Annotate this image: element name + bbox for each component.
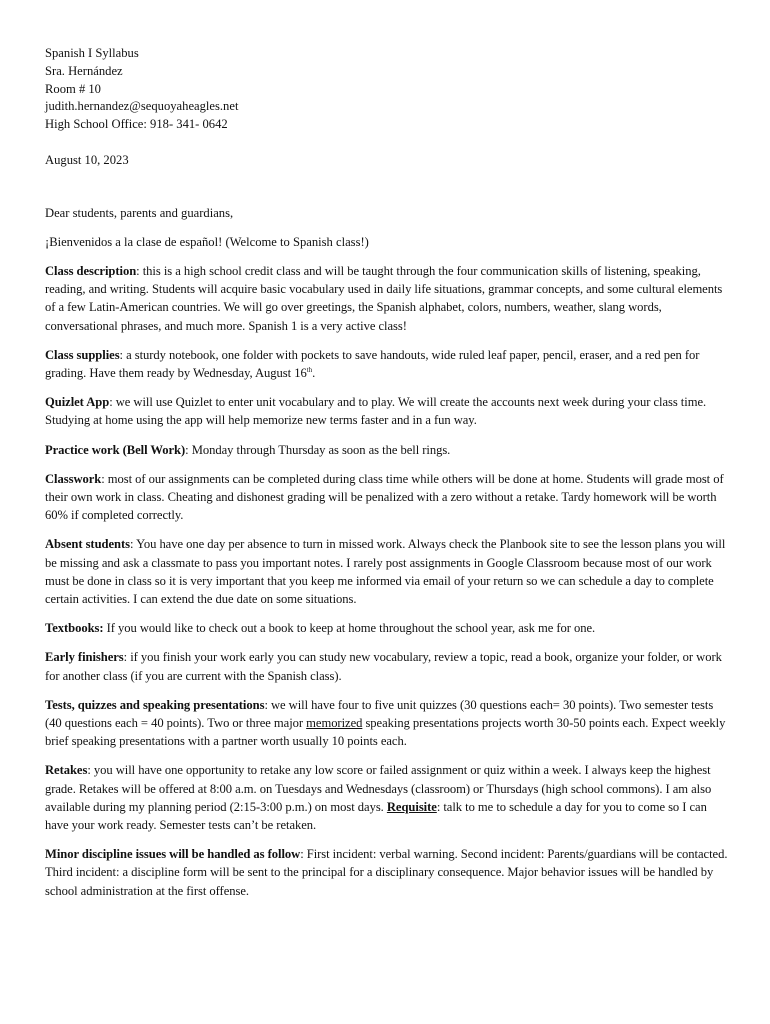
- section-retakes: [45, 761, 730, 834]
- section-text-continued: : talk to me to schedule a day for you to come so I can have your work ready. Semester tests can’t be retaken.: [45, 799, 707, 833]
- section-class-supplies: [45, 346, 730, 382]
- section-text: : You have one day per absence to turn in missed work. Always check the Planbook site to see the lesson plans you will be missing and ask a classmate to pass you important notes. I rarely post assignments in Google Classroom because most of our work must be done in class so it is very important that you keep me informed via email of your return so we can schedule a day to complete certain activities. I can extend the due date on some situations.: [45, 537, 726, 607]
- section-heading: Retakes: [45, 763, 88, 778]
- syllabus-page: [45, 45, 730, 900]
- section-heading: Textbooks:: [45, 621, 104, 636]
- teacher-email: judith.hernandez@sequoyaheagles.net: [45, 99, 239, 114]
- section-heading: Minor discipline issues will be handled as follow: [45, 847, 301, 862]
- section-text: : First incident: verbal warning. Second incident: Parents/guardians will be contacted. Third incident: a discipline form will be sent to the principal for a disciplinary consequence. Major behavior issues will be handled by school administration at the first offense.: [45, 847, 728, 898]
- section-text: : you will have one opportunity to retake any low score or failed assignment or quiz within a week. I always keep the highest grade. Retakes will be offered at 8:00 a.m. on Tuesdays and Wednesdays (classroom) or Thursdays (high school commons). I am also available during my planning period (2:15-3:00 p.m.) on most days.: [45, 763, 712, 814]
- header-block: [45, 45, 730, 134]
- underlined-word: memorized: [306, 716, 363, 731]
- section-text: : a sturdy notebook, one folder with pockets to save handouts, wide ruled leaf paper, pencil, eraser, and a red pen for grading. Have them ready by Wednesday, August 16: [45, 347, 700, 380]
- section-textbooks: [45, 619, 730, 637]
- section-text: : most of our assignments can be completed during class time while others will be done at home. Students will grade most of their own work in class. Cheating and dishonest grading will be penalized with a zero without a retake. Tardy homework will be worth 60% if completed correctly.: [45, 471, 724, 523]
- welcome-line: ¡Bienvenidos a la clase de español! (Welcome to Spanish class!): [45, 234, 369, 249]
- section-heading: Tests, quizzes and speaking presentations: [45, 697, 265, 712]
- section-heading: Practice work (Bell Work): [45, 442, 186, 457]
- section-heading: Early finishers: [45, 650, 124, 665]
- document-title: Spanish I Syllabus: [45, 46, 139, 60]
- section-absent-students: [45, 535, 730, 608]
- section-text: : Monday through Thursday as soon as the bell rings.: [185, 442, 451, 457]
- section-quizlet-app: [45, 393, 730, 429]
- room-number: Room # 10: [45, 81, 101, 96]
- section-heading: Class description: [45, 263, 137, 278]
- office-phone: High School Office: 918- 341- 0642: [45, 117, 228, 132]
- section-classwork: [45, 470, 730, 525]
- section-text: : this is a high school credit class and will be taught through the four communication skills of listening, speaking, reading, and writing. Students will acquire basic vocabulary used in daily life situations, grammar concepts, and some cultural elements of a few Latin-American countries. We will go over greetings, the Spanish alphabet, colors, numbers, weather, slang words, conversational phrases, and much more. Spanish 1 is a very active class!: [45, 263, 723, 333]
- section-class-description: [45, 262, 730, 335]
- section-tests: [45, 696, 730, 751]
- section-text: If you would like to check out a book to keep at home throughout the school year, ask me for one.: [103, 621, 596, 636]
- section-text: : if you finish your work early you can study new vocabulary, review a topic, read a book, organize your folder, or work for another class (if you are current with the Spanish class).: [45, 650, 722, 683]
- section-discipline: [45, 845, 730, 900]
- section-practice-work: [45, 441, 730, 459]
- section-heading: Quizlet App: [45, 395, 110, 410]
- teacher-name: Sra. Hernández: [45, 63, 123, 78]
- letter-date: August 10, 2023: [45, 152, 129, 167]
- section-text: : we will have four to five unit quizzes (30 questions each= 30 points). Two semester tests (40 questions each = 40 points). Two or three major: [45, 697, 714, 731]
- section-text-end: .: [312, 366, 316, 380]
- section-heading: Class supplies: [45, 347, 120, 362]
- requisite-label: Requisite: [386, 799, 437, 814]
- greeting: Dear students, parents and guardians,: [45, 205, 234, 220]
- section-heading: Classwork: [45, 471, 102, 486]
- section-text: : we will use Quizlet to enter unit vocabulary and to play. We will create the accounts next week during your class time. Studying at home using the app will help memorize new terms faster and in a fun way.: [45, 395, 707, 428]
- section-heading: Absent students: [45, 537, 130, 552]
- ordinal-suffix: th: [306, 366, 313, 374]
- section-text-continued: speaking presentations projects worth 30-50 points each. Expect weekly brief speaking presentations with a partner worth usually 10 points each.: [45, 716, 726, 749]
- section-early-finishers: [45, 648, 730, 684]
